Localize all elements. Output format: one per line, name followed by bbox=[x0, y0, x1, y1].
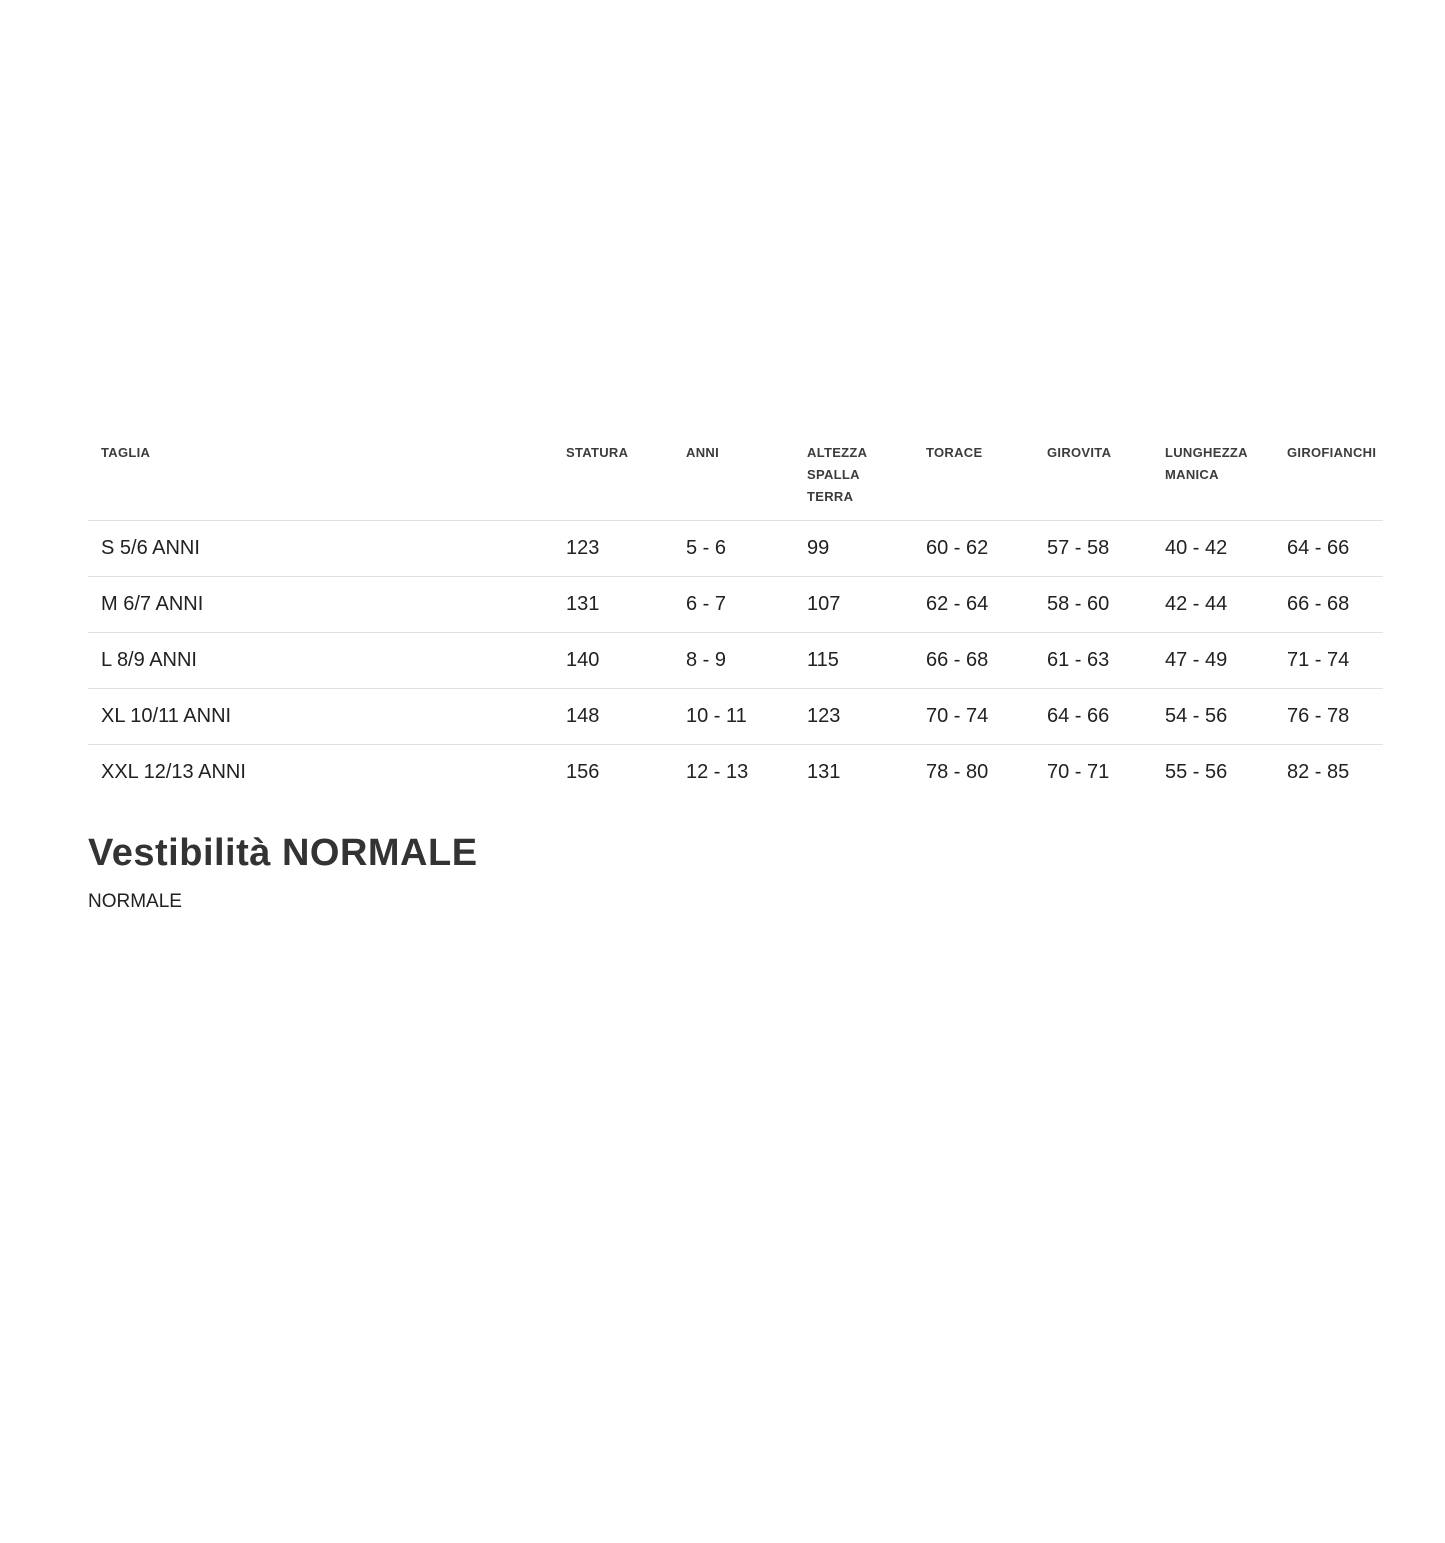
column-header-girovita bbox=[1047, 430, 1165, 521]
column-header-anni bbox=[686, 430, 807, 521]
column-header-label: STATURA bbox=[566, 445, 629, 460]
cell-statura: 140 bbox=[566, 633, 686, 689]
column-header-torace bbox=[926, 430, 1047, 521]
cell-taglia: L 8/9 ANNI bbox=[88, 633, 566, 689]
size-chart-table bbox=[88, 430, 1383, 801]
cell-torace: 62 - 64 bbox=[926, 577, 1047, 633]
cell-anni: 10 - 11 bbox=[686, 689, 807, 745]
cell-statura: 156 bbox=[566, 745, 686, 801]
cell-torace: 78 - 80 bbox=[926, 745, 1047, 801]
cell-girofianchi: 66 - 68 bbox=[1287, 577, 1383, 633]
cell-taglia: S 5/6 ANNI bbox=[88, 521, 566, 577]
cell-statura: 131 bbox=[566, 577, 686, 633]
cell-girofianchi: 82 - 85 bbox=[1287, 745, 1383, 801]
cell-altezza-spalla-terra: 99 bbox=[807, 521, 926, 577]
cell-altezza-spalla-terra: 131 bbox=[807, 745, 926, 801]
column-header-label: TORACE bbox=[926, 445, 983, 460]
cell-anni: 5 - 6 bbox=[686, 521, 807, 577]
column-header-label: LUNGHEZZA MANICA bbox=[1165, 445, 1248, 482]
column-header-altezza-spalla-terra bbox=[807, 430, 926, 521]
table-row-xxl bbox=[88, 745, 1383, 801]
cell-altezza-spalla-terra: 123 bbox=[807, 689, 926, 745]
column-header-label: ANNI bbox=[686, 445, 719, 460]
cell-altezza-spalla-terra: 107 bbox=[807, 577, 926, 633]
table-row-m bbox=[88, 577, 1383, 633]
cell-lunghezza-manica: 42 - 44 bbox=[1165, 577, 1287, 633]
column-header-lunghezza-manica bbox=[1165, 430, 1287, 521]
cell-anni: 6 - 7 bbox=[686, 577, 807, 633]
cell-lunghezza-manica: 55 - 56 bbox=[1165, 745, 1287, 801]
cell-anni: 12 - 13 bbox=[686, 745, 807, 801]
cell-altezza-spalla-terra: 115 bbox=[807, 633, 926, 689]
table-header-row bbox=[88, 430, 1383, 521]
table-row-s bbox=[88, 521, 1383, 577]
cell-lunghezza-manica: 54 - 56 bbox=[1165, 689, 1287, 745]
cell-torace: 60 - 62 bbox=[926, 521, 1047, 577]
cell-girovita: 70 - 71 bbox=[1047, 745, 1165, 801]
column-header-label: GIROFIANCHI bbox=[1287, 445, 1377, 460]
fit-description: NORMALE bbox=[88, 890, 182, 912]
cell-girovita: 61 - 63 bbox=[1047, 633, 1165, 689]
table-row-xl bbox=[88, 689, 1383, 745]
cell-girofianchi: 71 - 74 bbox=[1287, 633, 1383, 689]
cell-lunghezza-manica: 40 - 42 bbox=[1165, 521, 1287, 577]
cell-statura: 148 bbox=[566, 689, 686, 745]
size-guide-section bbox=[88, 430, 1383, 915]
column-header-label: ALTEZZA SPALLA TERRA bbox=[807, 445, 867, 504]
cell-girofianchi: 76 - 78 bbox=[1287, 689, 1383, 745]
cell-anni: 8 - 9 bbox=[686, 633, 807, 689]
cell-taglia: XL 10/11 ANNI bbox=[88, 689, 566, 745]
cell-torace: 66 - 68 bbox=[926, 633, 1047, 689]
cell-girovita: 57 - 58 bbox=[1047, 521, 1165, 577]
cell-taglia: XXL 12/13 ANNI bbox=[88, 745, 566, 801]
cell-statura: 123 bbox=[566, 521, 686, 577]
column-header-label: GIROVITA bbox=[1047, 445, 1112, 460]
cell-lunghezza-manica: 47 - 49 bbox=[1165, 633, 1287, 689]
column-header-taglia bbox=[88, 430, 566, 521]
cell-girofianchi: 64 - 66 bbox=[1287, 521, 1383, 577]
column-header-label: TAGLIA bbox=[101, 445, 151, 460]
cell-torace: 70 - 74 bbox=[926, 689, 1047, 745]
table-row-l bbox=[88, 633, 1383, 689]
column-header-statura bbox=[566, 430, 686, 521]
cell-girovita: 58 - 60 bbox=[1047, 577, 1165, 633]
cell-taglia: M 6/7 ANNI bbox=[88, 577, 566, 633]
cell-girovita: 64 - 66 bbox=[1047, 689, 1165, 745]
column-header-girofianchi bbox=[1287, 430, 1383, 521]
fit-heading: Vestibilità NORMALE bbox=[88, 831, 478, 874]
